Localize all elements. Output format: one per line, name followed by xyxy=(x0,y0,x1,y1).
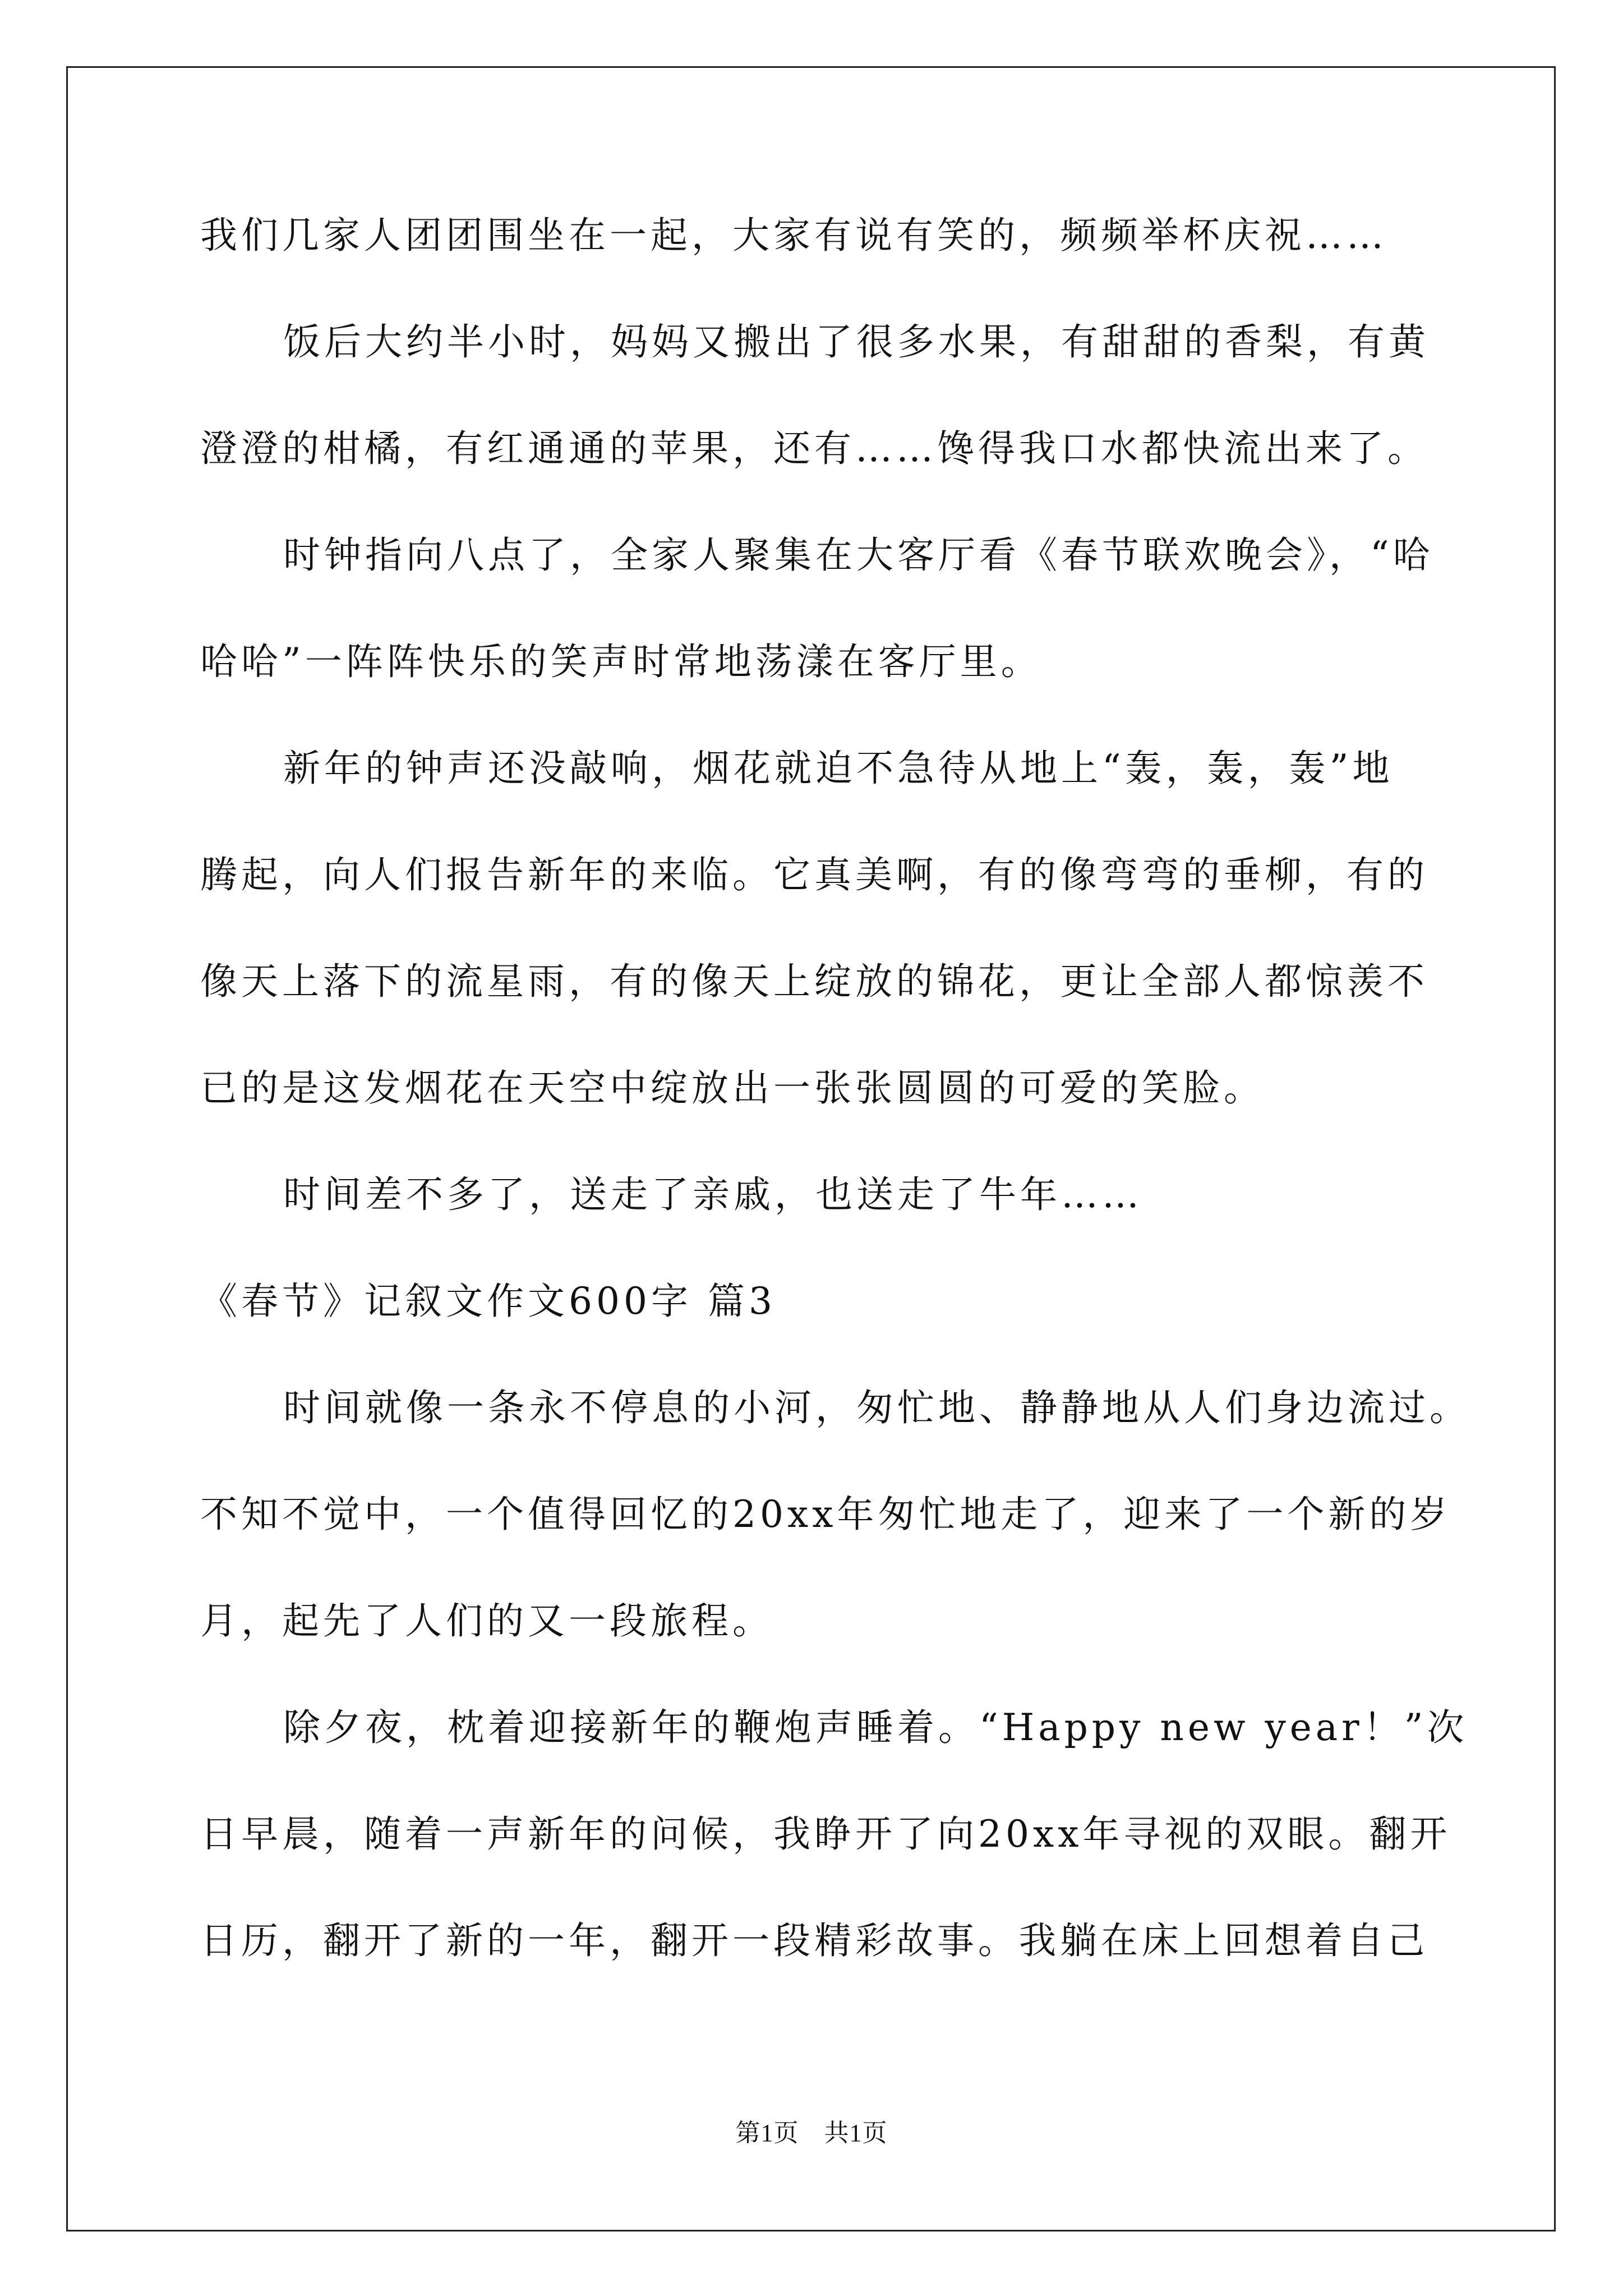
text-line: 哈哈”一阵阵快乐的笑声时常地荡漾在客厅里。 xyxy=(200,640,1042,683)
text-line: 饭后大约半小时，妈妈又搬出了很多水果，有甜甜的香梨，有黄 xyxy=(283,320,1430,364)
text-line: 日历，翻开了新的一年，翻开一段精彩故事。我躺在床上回想着自己 xyxy=(200,1919,1428,1962)
text-line: 时间就像一条永不停息的小河，匆忙地、静静地从人们身边流过。 xyxy=(283,1386,1470,1429)
text-line: 新年的钟声还没敲响，烟花就迫不急待从地上“轰，轰，轰”地 xyxy=(283,747,1394,790)
text-line: 除夕夜，枕着迎接新年的鞭炮声睡着。“Happy new year！”次 xyxy=(283,1706,1468,1749)
text-line: 时钟指向八点了，全家人聚集在大客厅看《春节联欢晚会》，“哈 xyxy=(283,533,1434,577)
text-line: 月，起先了人们的又一段旅程。 xyxy=(200,1599,773,1642)
text-line: 我们几家人团团围坐在一起，大家有说有笑的，频频举杯庆祝…… xyxy=(200,214,1387,257)
text-line: 不知不觉中，一个值得回忆的20xx年匆忙地走了，迎来了一个新的岁 xyxy=(200,1493,1451,1536)
page-footer: 第1页 共1页 xyxy=(735,2119,888,2147)
text-line: 澄澄的柑橘，有红通通的苹果，还有……馋得我口水都快流出来了。 xyxy=(200,427,1428,470)
text-line: 日早晨，随着一声新年的问候，我睁开了向20xx年寻视的双眼。翻开 xyxy=(200,1812,1451,1856)
text-line: 像天上落下的流星雨，有的像天上绽放的锦花，更让全部人都惊羡不 xyxy=(200,960,1428,1003)
text-line: 时间差不多了，送走了亲戚，也送走了牛年…… xyxy=(283,1173,1143,1216)
text-line: 腾起，向人们报告新年的来临。它真美啊，有的像弯弯的垂柳，有的 xyxy=(200,853,1428,896)
text-line: 已的是这发烟花在天空中绽放出一张张圆圆的可爱的笑脸。 xyxy=(200,1066,1265,1110)
section-heading: 《春节》记叙文作文600字 篇3 xyxy=(200,1280,776,1323)
page-border xyxy=(66,66,1556,2231)
